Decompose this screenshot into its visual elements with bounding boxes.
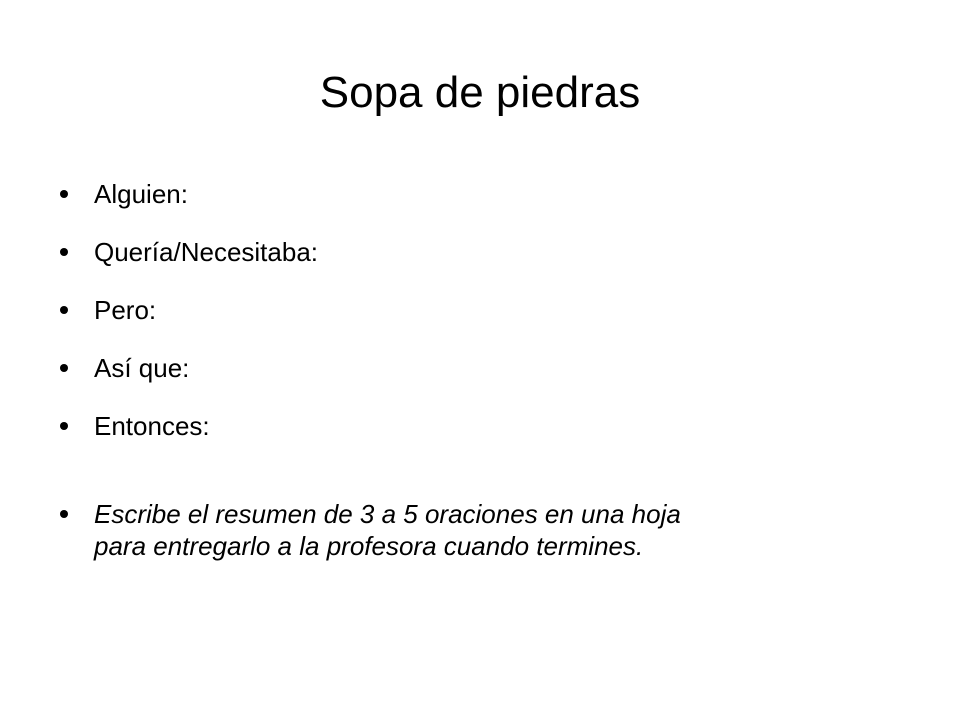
bullet-item-pero [56,294,916,326]
bullet-text: Entonces: [94,411,210,441]
bullet-dot-icon [60,306,68,314]
slide-title: Sopa de piedras [319,68,641,117]
bullet-item-instruction [56,498,916,562]
bullet-text: Alguien: [94,179,188,209]
instruction-text [94,498,916,562]
bullet-text: Pero: [94,295,157,325]
instruction-line-2: para entregarlo a la profesora cuando termines. [94,531,644,561]
bullet-item-alguien [56,178,916,210]
bullet-dot-icon [60,422,68,430]
bullet-dot-icon [60,510,68,518]
bullet-text: Quería/Necesitaba: [94,237,319,267]
instruction-line-1: Escribe el resumen de 3 a 5 oraciones en una hoja [94,499,681,529]
bullet-dot-icon [60,190,68,198]
bullet-item-entonces [56,410,916,442]
bullet-item-asi-que [56,352,916,384]
bullet-text: Así que: [94,353,190,383]
bullet-dot-icon [60,248,68,256]
bullet-list [56,178,916,588]
bullet-dot-icon [60,364,68,372]
bullet-item-queria [56,236,916,268]
